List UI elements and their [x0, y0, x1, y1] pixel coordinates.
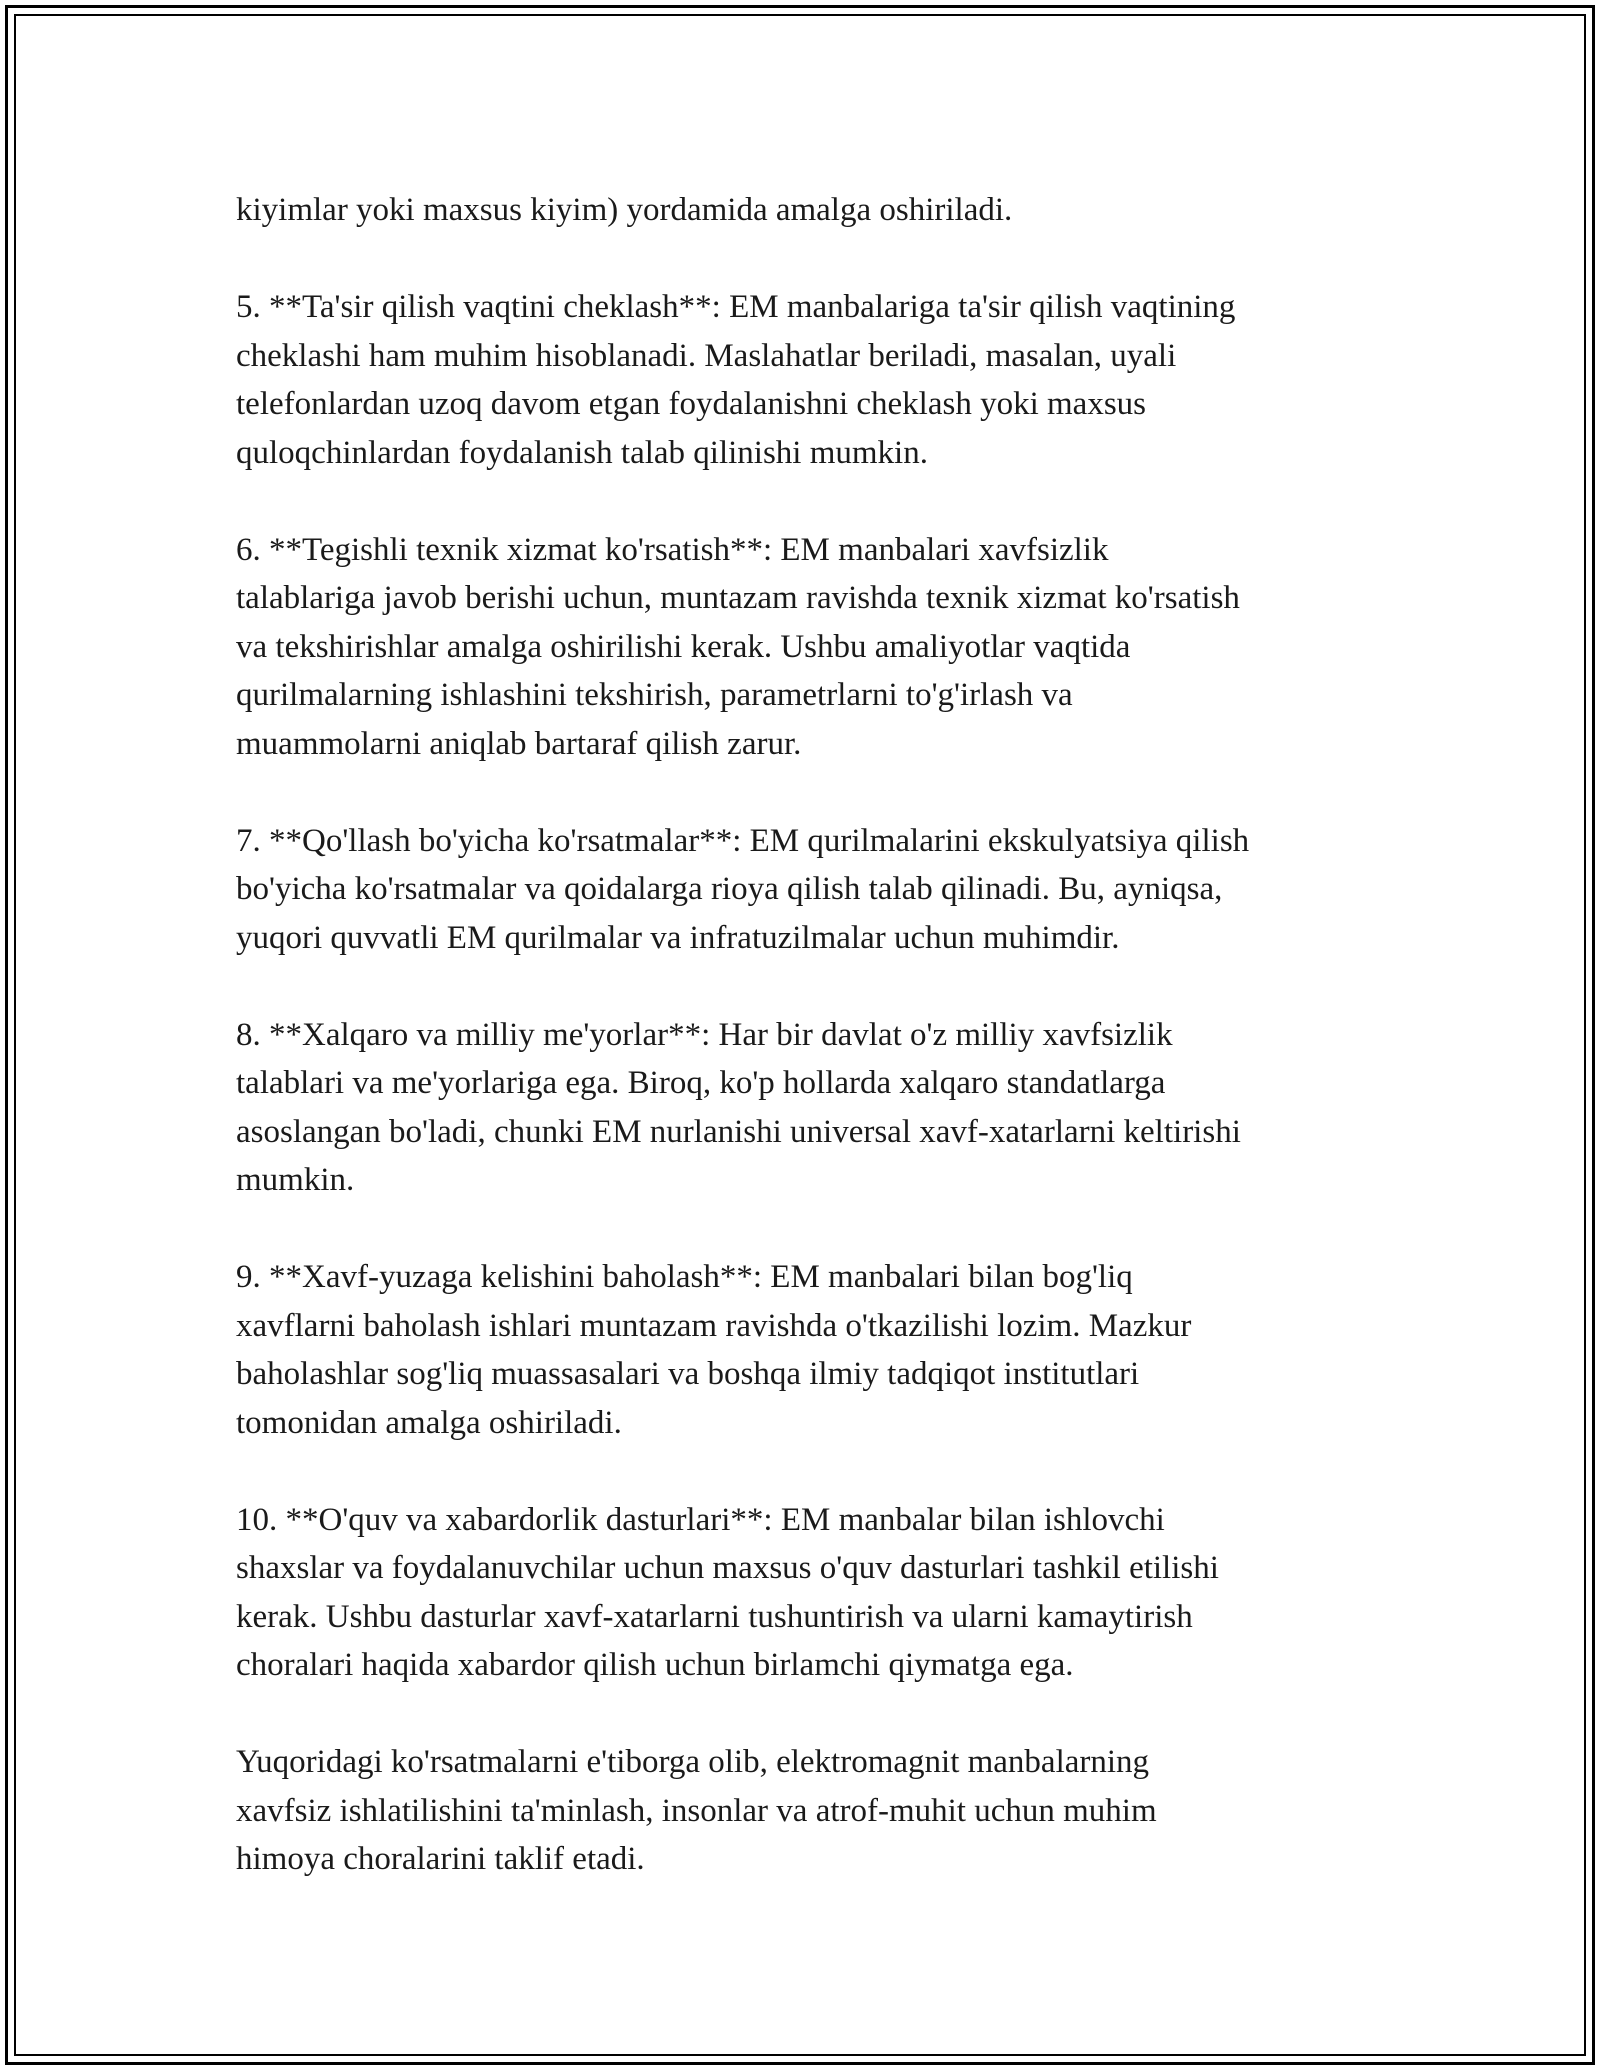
- paragraph-item-7: 7. **Qo'llash bo'yicha ko'rsatmalar**: EM qurilmalarini ekskulyatsiya qilish bo'yicha ko'rsatmalar va qoidalarga rioya qilish talab qilinadi. Bu, ayniqsa, yuqori quvvatli EM qurilmalar va infratuzilmalar uchun muhimdir.: [236, 822, 1250, 956]
- document-body: [236, 186, 1376, 1932]
- paragraph-item-5: 5. **Ta'sir qilish vaqtini cheklash**: EM manbalariga ta'sir qilish vaqtining cheklashi ham muhim hisoblanadi. Maslahatlar beriladi, masalan, uyali telefonlardan uzoq davom etgan foydalanishni cheklash yoki maxsus quloqchinlardan foydalanish talab qilinishi mumkin.: [236, 289, 1236, 471]
- paragraph-continuation: kiyimlar yoki maxsus kiyim) yordamida amalga oshiriladi.: [236, 192, 1013, 228]
- paragraph-item-9: 9. **Xavf-yuzaga kelishini baholash**: EM manbalari bilan bog'liq xavflarni baholash ishlari muntazam ravishda o'tkazilishi lozim. Mazkur baholashlar sog'liq muassasalari va boshqa ilmiy tadqiqot institutlari tomonidan amalga oshiriladi.: [236, 1259, 1192, 1441]
- paragraph-item-10: 10. **O'quv va xabardorlik dasturlari**: EM manbalar bilan ishlovchi shaxslar va foydalanuvchilar uchun maxsus o'quv dasturlari tashkil etilishi kerak. Ushbu dasturlar xavf-xatarlarni tushuntirish va ularni kamaytirish choralari haqida xabardor qilish uchun birlamchi qiymatga ega.: [236, 1501, 1219, 1683]
- paragraph-conclusion: Yuqoridagi ko'rsatmalarni e'tiborga olib, elektromagnit manbalarning xavfsiz ishlatilishini ta'minlash, insonlar va atrof-muhit uchun muhim himoya choralarini taklif etadi.: [236, 1744, 1157, 1877]
- paragraph-item-6: 6. **Tegishli texnik xizmat ko'rsatish**: EM manbalari xavfsizlik talablariga javob berishi uchun, muntazam ravishda texnik xizmat ko'rsatish va tekshirishlar amalga oshirilishi kerak. Ushbu amaliyotlar vaqtida qurilmalarning ishlashini tekshirish, parametrlarni to'g'irlash va muammolarni aniqlab bartaraf qilish zarur.: [236, 531, 1240, 762]
- paragraph-item-8: 8. **Xalqaro va milliy me'yorlar**: Har bir davlat o'z milliy xavfsizlik talablari va me'yorlariga ega. Biroq, ko'p hollarda xalqaro standatlarga asoslangan bo'ladi, chunki EM nurlanishi universal xavf-xatarlarni keltirishi mumkin.: [236, 1016, 1241, 1198]
